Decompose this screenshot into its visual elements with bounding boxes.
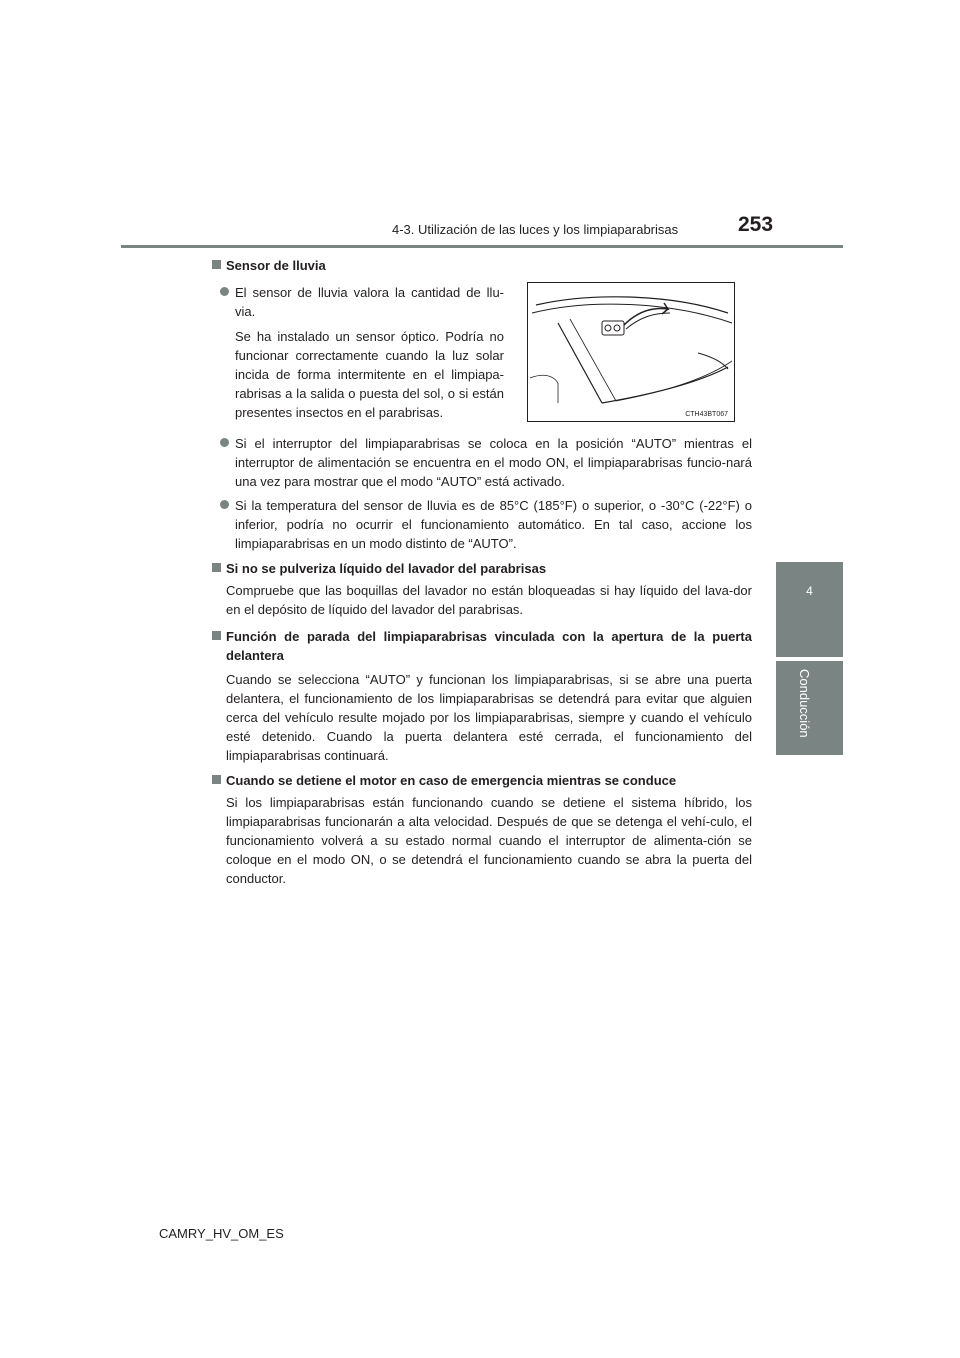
section-title: 4-3. Utilización de las luces y los limpiaparabrisas — [392, 222, 679, 237]
square-bullet-icon — [212, 260, 221, 269]
chapter-number: 4 — [806, 584, 813, 598]
section-body: Cuando se selecciona “AUTO” y funcionan los limpiaparabrisas, si se abre una puerta delantera, el funcionamiento de los limpiaparabrisas se detendrá para evitar que alguien cerca del vehículo resulte mojado por los limpiaparabrisas, siempre y cuando el vehículo esté detenido. Cuando la puerta delantera esté cerrada, el funcionamiento del limpiaparabrisas continuará. — [226, 672, 752, 763]
rain-sensor-intro — [212, 283, 504, 422]
section-body: Compruebe que las boquillas del lavador no están bloqueadas si hay líquido del lava-dor en el depósito de líquido del lavador del parabrisas. — [226, 583, 752, 617]
round-bullet-icon — [220, 500, 229, 509]
page-number: 253 — [738, 213, 774, 236]
square-bullet-icon — [212, 631, 221, 640]
heading-rain-sensor — [212, 256, 752, 275]
heading-text: Sensor de lluvia — [226, 258, 326, 273]
heading-text: Función de parada del limpiaparabrisas vinculada con la apertura de la puerta delantera — [226, 629, 752, 663]
list-item — [212, 434, 752, 491]
section-body: Si los limpiaparabrisas están funcionando cuando se detiene el sistema híbrido, los limpiaparabrisas funcionarán a alta velocidad. Después de que se detenga el vehí-culo, el funcionamiento volverá a su estado normal cuando el interruptor de alimenta-ción se coloque en el modo ON, o se detendrá el funcionamiento cuando se abra la puerta del conductor. — [226, 795, 752, 886]
document-code: CAMRY_HV_OM_ES — [159, 1226, 284, 1241]
bullet-paragraph: Se ha instalado un sensor óptico. Podría no funcionar correctamente cuando la luz solar incida de forma intermitente en el limpiapa-rabrisas a la salida o puesta del sol, o si están presentes insectos en el parabrisas. — [235, 329, 504, 420]
heading-washer — [212, 559, 752, 578]
bullet-text: El sensor de lluvia valora la cantidad de llu-via. — [235, 285, 504, 319]
chapter-number-tab — [776, 562, 843, 657]
list-item — [212, 496, 752, 553]
chapter-label-tab — [776, 661, 843, 755]
page-content — [212, 252, 752, 888]
square-bullet-icon — [212, 563, 221, 572]
heading-emergency — [212, 771, 752, 790]
square-bullet-icon — [212, 775, 221, 784]
list-item — [212, 283, 504, 321]
heading-text: Si no se pulveriza líquido del lavador del parabrisas — [226, 561, 547, 576]
heading-text: Cuando se detiene el motor en caso de emergencia mientras se conduce — [226, 773, 677, 788]
round-bullet-icon — [220, 438, 229, 447]
heading-door-stop — [212, 627, 752, 665]
header-divider — [121, 245, 843, 248]
bullet-text: Si el interruptor del limpiaparabrisas se coloca en la posición “AUTO” mientras el interruptor de alimentación se encuentra en el modo ON, el limpiaparabrisas funcio-nará una vez para mostrar que el modo “AUTO” está activado. — [235, 436, 752, 489]
chapter-label: Conducción — [797, 669, 812, 738]
figure-id: CTH43BT067 — [685, 411, 728, 418]
round-bullet-icon — [220, 287, 229, 296]
bullet-text: Si la temperatura del sensor de lluvia es de 85°C (185°F) o superior, o -30°C (-22°F) o inferior, podría no ocurrir el funcionamiento automático. En tal caso, accione los limpiaparabrisas en un modo distinto de “AUTO”. — [235, 498, 752, 551]
